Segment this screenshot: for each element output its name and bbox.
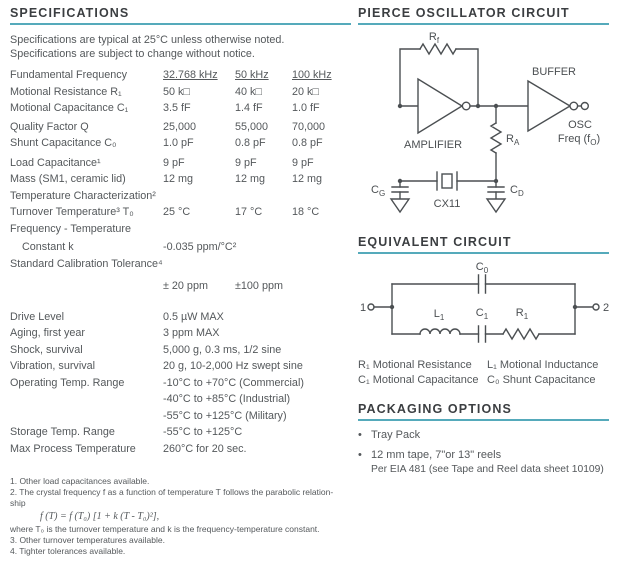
row-value: -10°C to +70°C (Commercial) [163,376,304,389]
row-value: 9 pF [163,156,185,169]
bullet-icon: • [358,449,362,461]
table-row [10,86,351,103]
svg-text:RA: $R_A$ [506,133,520,147]
footnote-1: 1. Other load capacitances available. [10,476,150,486]
bullet-text: Tray Pack [371,429,421,441]
row-value: 25,000 [163,120,197,133]
row-value: 0.8 pF [235,137,266,149]
specifications-table [10,69,351,459]
row-label: Frequency - Temperature [10,222,132,235]
footnotes [10,476,351,557]
amplifier-inverter [400,79,470,151]
osc-freq-label: Freq $(f_O)$ [557,133,601,147]
row-value: 70,000 [292,120,326,133]
bullet-subtext: Per EIA 481 (see Tape and Reel data sheet 10109) [371,464,604,475]
svg-text:Rf: $R_f$ [428,31,440,45]
table-row [10,157,351,174]
ground-symbol [487,199,505,212]
table-row [10,258,351,275]
row-value: ±100 ppm [235,280,283,292]
table-row [10,360,351,377]
row-value: -55°C to +125°C [163,426,243,438]
row-value: 12 mg [235,173,266,185]
row-value: 12 mg [163,173,194,185]
svg-text:CX11: CX11 [433,198,461,210]
row-label: Standard Calibration Tolerance⁴ [10,257,163,270]
spec-intro [10,34,351,61]
row-value: 3.5 fF [163,102,191,114]
svg-text:C0: $C_0$ [475,261,489,275]
row-value: 55,000 [235,120,269,133]
row-label: Drive Level [10,310,65,323]
row-label: Temperature Characterization² [10,189,156,202]
equivalent-circuit-diagram [358,260,609,352]
row-value: -0.035 ppm/°C² [163,241,237,253]
svg-text:2: 2 [603,302,609,314]
row-label: Load Capacitance¹ [10,156,101,169]
footnote-where: where T₀ is the turnover temperature and k is the frequency-temperature constant. [10,524,320,534]
legend-l1: L₁ Motional Inductance [487,359,599,371]
table-row [10,241,351,258]
row-label: Motional Capacitance C₁ [10,102,129,114]
table-row [10,410,351,427]
svg-text:CD: $C_D$ [510,184,524,198]
packaging-title: PACKAGING OPTIONS [358,402,512,416]
intro-line-1: Specifications are typical at 25°C unless otherwise noted. [10,34,285,46]
row-value: -40°C to +85°C (Industrial) [163,393,291,405]
table-row [10,223,351,240]
resistor-r1 [486,307,576,339]
table-row [10,344,351,361]
row-label: Constant k [22,241,74,253]
table-row [10,69,351,86]
table-row [10,137,351,154]
row-label: Operating Temp. Range [10,376,125,389]
table-row [10,190,351,207]
specifications-section [10,6,351,557]
table-row [10,311,351,328]
table-row [10,280,351,297]
row-value: 1.0 pF [163,137,194,149]
row-value: 1.4 fF [235,102,263,114]
row-label: Quality Factor Q [10,120,89,133]
table-row [10,206,351,223]
right-column [358,6,609,476]
svg-text:BUFFER: BUFFER [532,66,576,78]
row-value: 5,000 g, 0.3 ms, 1/2 sine [163,343,282,356]
row-label: Aging, first year [10,327,86,339]
equivalent-legend [358,358,609,388]
section-rule [358,23,609,25]
row-value: 17 °C [235,206,263,218]
ground-symbol [391,199,409,212]
shunt-capacitor-c0 [392,261,575,293]
capacitor-cd [487,181,524,212]
table-row [10,377,351,394]
row-label: Motional Resistance R₁ [10,85,122,98]
list-item [358,449,609,462]
footnote-2-line2: ship [10,498,26,508]
row-label: Shock, survival [10,343,83,356]
equivalent-title: EQUIVALENT CIRCUIT [358,235,512,249]
bullet-text: 12 mm tape, 7"or 13" reels [371,449,502,461]
table-row [10,327,351,344]
row-label: Fundamental Frequency [10,69,128,81]
legend-r1: R₁ Motional Resistance [358,359,472,371]
osc-label: OSC [568,119,592,131]
section-rule [358,419,609,421]
terminal-2 [575,302,609,314]
svg-text:L1: $L_1$ [433,308,445,322]
row-value: 12 mg [292,173,323,185]
row-value: 1.0 fF [292,102,320,114]
section-rule [358,252,609,254]
row-value: 25 °C [163,206,191,218]
row-value: ± 20 ppm [163,280,208,292]
row-value: 50 k□ [163,85,190,98]
table-row [10,426,351,443]
table-row [10,173,351,190]
footnote-4: 4. Tighter tolerances available. [10,546,126,556]
pierce-title: PIERCE OSCILLATOR CIRCUIT [358,6,570,20]
footnote-2-line1: 2. The crystal frequency f as a function of temperature T follows the parabolic relation- [10,487,334,497]
footnote-3: 3. Other turnover temperatures available. [10,535,165,545]
column-header: 50 kHz [235,69,269,81]
svg-text:AMPLIFIER: AMPLIFIER [404,139,463,151]
row-value: 260°C for 20 sec. [163,442,247,455]
inductor-l1 [392,308,460,334]
terminal-1 [360,302,392,314]
column-header: 32.768 kHz [163,69,218,81]
svg-text:1: 1 [360,302,367,314]
row-value: 9 pF [235,156,257,169]
row-label: Mass (SM1, ceramic lid) [10,173,126,185]
row-value: 9 pF [292,156,314,169]
row-value: 3 ppm MAX [163,327,220,339]
row-value: 20 g, 10-2,000 Hz swept sine [163,360,303,372]
row-value: 20 k□ [292,85,319,98]
intro-line-2: Specifications are subject to change without notice. [10,47,255,60]
row-value: 0.5 µW MAX [163,310,224,323]
capacitor-c1 [460,307,489,342]
row-label: Max Process Temperature [10,442,136,455]
parabolic-formula: f (T) = f (T₀) [1 + k (T - T₀)²], [40,511,160,522]
row-label: Turnover Temperature³ T₀ [10,206,134,218]
buffer-inverter [528,66,600,147]
column-header: 100 kHz [292,69,332,81]
section-rule [10,23,351,25]
crystal-cx11 [400,172,496,210]
table-row [10,102,351,119]
resistor-ra [491,106,520,181]
table-row [10,393,351,410]
legend-c1: C₁ Motional Capacitance [358,374,479,386]
pierce-oscillator-diagram [358,31,609,227]
table-row [10,121,351,138]
row-value: 18 °C [292,206,320,218]
capacitor-cg [371,181,409,212]
row-label: Shunt Capacitance C₀ [10,137,117,149]
row-value: 0.8 pF [292,137,323,149]
row-label: Storage Temp. Range [10,426,115,438]
svg-text:CG: $C_G$ [371,184,386,198]
packaging-options-list [358,429,609,476]
row-value: -55°C to +125°C (Military) [163,409,287,422]
table-row [10,443,351,460]
legend-c0: C₀ Shunt Capacitance [487,374,596,386]
bullet-icon: • [358,429,362,441]
row-label: Vibration, survival [10,360,96,372]
row-value: 40 k□ [235,85,262,98]
svg-text:R1: $R_1$ [515,307,529,321]
list-item [358,429,609,442]
svg-text:C1: $C_1$ [475,307,489,321]
specifications-title: SPECIFICATIONS [10,6,130,20]
